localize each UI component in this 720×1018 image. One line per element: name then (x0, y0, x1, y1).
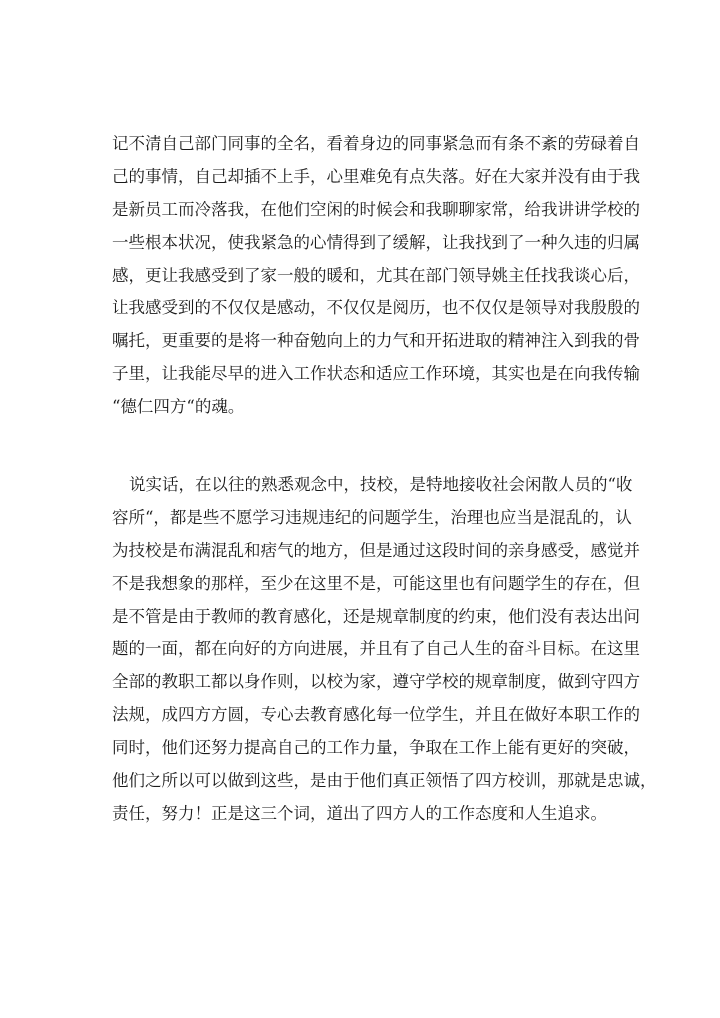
text-line: 同时，他们还努力提高自己的工作力量，争取在工作上能有更好的突破， (112, 738, 640, 758)
text-line: 让我感受到的不仅仅是感动，不仅仅是阅历，也不仅仅是领导对我殷殷的 (112, 298, 640, 318)
text-line: 题的一面，都在向好的方向进展，并且有了自己人生的奋斗目标。在这里 (112, 639, 640, 659)
text-line: 感，更让我感受到了家一般的暖和，尤其在部门领导姚主任找我谈心后， (112, 265, 640, 285)
text-line: 容所“，都是些不愿学习违规违纪的问题学生，治理也应当是混乱的，认 (112, 507, 632, 527)
text-line: 法规，成四方方圆，专心去教育感化每一位学生，并且在做好本职工作的 (112, 705, 640, 725)
text-line: 是不管是由于教师的教育感化，还是规章制度的约束，他们没有表达出问 (112, 606, 640, 626)
text-line: 责任，努力！正是这三个词，道出了四方人的工作态度和人生追求。 (112, 803, 607, 823)
paragraph-1 (112, 128, 640, 424)
text-line: 一些根本状况，使我紧急的心情得到了缓解，让我找到了一种久违的归属 (112, 232, 640, 252)
text-line: 全部的教职工都以身作则，以校为家，遵守学校的规章制度，做到守四方 (112, 672, 640, 692)
paragraph-2 (112, 469, 657, 831)
text-line: 说实话，在以往的熟悉观念中，技校，是特地接收社会闲散人员的“收 (129, 475, 633, 494)
text-line: “德仁四方“的魂。 (112, 397, 245, 417)
text-line: 为技校是布满混乱和痞气的地方，但是通过这段时间的亲身感受，感觉并 (112, 540, 640, 560)
text-line: 己的事情，自己却插不上手，心里难免有点失落。好在大家并没有由于我 (112, 166, 640, 186)
text-line: 记不清自己部门同事的全名，看着身边的同事紧急而有条不紊的劳碌着自 (112, 134, 640, 153)
text-line: 是新员工而冷落我，在他们空闲的时候会和我聊聊家常，给我讲讲学校的 (112, 199, 640, 219)
text-line: 嘱托，更重要的是将一种奋勉向上的力气和开拓进取的精神注入到我的骨 (112, 331, 640, 351)
text-line: 不是我想象的那样，至少在这里不是，可能这里也有问题学生的存在，但 (112, 573, 640, 593)
text-line: 子里，让我能尽早的进入工作状态和适应工作环境，其实也是在向我传输 (112, 364, 640, 384)
text-line: 他们之所以可以做到这些，是由于他们真正领悟了四方校训，那就是忠诚， (112, 771, 657, 791)
